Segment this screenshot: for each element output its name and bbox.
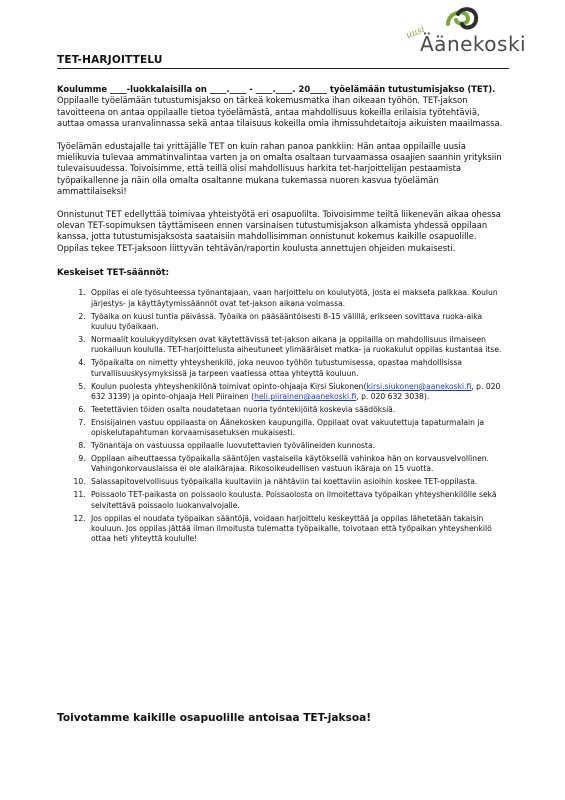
- intro-paragraph: [57, 84, 509, 130]
- rule5-text-before: Koulun puolesta yhteyshenkilönä toimivat opinto-ohjaaja Kirsi Siukonen(: [91, 381, 367, 391]
- email-link-heli[interactable]: heli.piirainen@aanekoski.fi: [254, 391, 357, 401]
- rules-list: [57, 288, 509, 544]
- rules-heading: Keskeiset TET-säännöt:: [57, 268, 170, 279]
- header-divider: [57, 68, 509, 69]
- rule-item: 2. Työaika on kuusi tuntia päivässä. Työaika on pääsääntöisesti 8-15 välillä, erikseen sovittava ruoka-aika kuuluu työaikaan.: [88, 312, 509, 333]
- intro-bold-text: Koulumme ____-luokkalaisilla on ____.____ - ____.____. 20____ työelämään tutustumisjakso (TET).: [57, 84, 496, 94]
- rule-item: 4. Työpaikalta on nimetty yhteyshenkilö, joka neuvoo työhön tutustumisessa, opastaa mahdollisissa turvallisuuskysymyksissä ja tarpeen vaatiessa ottaa yhteyttä kouluun.: [88, 358, 509, 379]
- email-link-kirsi[interactable]: kirsi.siukonen@aanekoski.fi: [366, 381, 472, 391]
- rule-item: 10. Salassapitovelvollisuus työpaikalla kuultaviin ja nähtäviin tai koettaviin asioihin koskee TET-oppilasta.: [88, 477, 509, 487]
- intro-text: Oppilaalle työelämään tutustumisjakso on tärkeä kokemusmatka ihan oikeaan työhön. TET-jakson tavoitteena on antaa oppilaalle tietoa työelämästä, antaa mahdollisuus kokeilla erilaisia työtehtäviä, auttaa omassa uranvalinnassa sekä antaa tilaisuus kokeilla omia ihmissuhdetaitoja aikuisten maailmassa.: [57, 95, 503, 129]
- page-title: TET-HARJOITTELU: [57, 54, 163, 66]
- document-body: [57, 84, 509, 547]
- logo-swirl-icon: [444, 6, 480, 32]
- rule5-text-after: , p. 020 632 3038).: [356, 391, 430, 401]
- rule-item: 6. Teetettävien töiden osalta noudatetaan nuoria työntekijöitä koskevia säädöksiä.: [88, 405, 509, 415]
- rule5-text-middle: , p. 020 632 3139) ja opinto-ohjaaja Heli Piirainen (: [91, 381, 501, 401]
- logo-wordmark: Äänekoski: [420, 32, 527, 56]
- rule-item: 11. Poissaolo TET-paikasta on poissaolo koulusta. Poissaolosta on ilmoitettava työpaikan yhteyshenkilölle sekä selvitettävä poissaolo luokanvalvojalle.: [88, 490, 509, 511]
- paragraph-cooperation: Onnistunut TET edellyttää toimivaa yhteistyötä eri osapuolilta. Toivoisimme teiltä liikenevän aikaa ohessa olevan TET-sopimuksen täyttämiseen ennen varsinaisen tutustumisjakson alkamista yhdessä oppilaan kanssa, jotta tutustumisjaksosta saataisiin mahdollisimman onnistunut kokemus kaikille osapuolille. Oppilas tekee TET-jaksoon liittyvän tehtävän/raportin koulusta annettujen ohjeiden mukaisesti.: [57, 208, 501, 253]
- rule-item: 3. Normaalit koulukyydityksen ovat käytettävissä tet-jakson aikana ja oppilailla on mahdollisuus ilmaiseen ruokailuun koululla. TET-harjoittelusta aiheutuneet ylimääräiset matka- ja ruokakulut oppilas kustantaa itse.: [88, 335, 509, 356]
- rule-item: 12. Jos oppilas ei noudata työpaikan sääntöjä, voidaan harjoittelu keskeyttää ja oppilas lähetetään takaisin kouluun. Jos oppilas jättää ilman ilmoitusta tulematta työpaikalle, toivotaan että työpaikan yhteyshenkilö ottaa heti yhteyttä koululle!: [88, 514, 509, 545]
- rule-item: 8. Työnantaja on vastuussa oppilaalle luovutettavien työvälineiden kunnosta.: [88, 441, 509, 451]
- aanekoski-logo: [404, 6, 527, 56]
- paragraph-employer: Työelämän edustajalle tai yrittäjälle TET on kuin rahan panoa pankkiin: Hän antaa oppilaille uusia mielikuvia tulevaa ammatinvalintaa varten ja on omalta osaltaan turvaamassa osaajien saannin yrityksiin tulevaisuudessa. Toivoisimme, että teillä olisi mahdollisuus harkita tet-harjoittelijan pestaamista työpaikallenne ja näin olla omalta osaltanne mukana tukemassa nuoren kasvua työelämän ammattilaiseksi!: [57, 140, 502, 197]
- rule-item: 9. Oppilaan aiheuttaessa työpaikalla sääntöjen vastaisella käytöksellä vahinkoa hän on korvausvelvollinen. Vahingonkorvauslaissa ei ole alaikärajaa. Rikosoikeudellisen vastuun ikäraja on 15 vuotta.: [88, 454, 509, 475]
- rule-item: 1. Oppilas ei ole työsuhteessa työnantajaan, vaan harjoittelu on koulutyötä, josta ei makseta palkkaa. Koulun järjestys- ja käyttäytymissäännöt ovat tet-jakson aikana voimassa.: [88, 288, 509, 309]
- closing-statement: Toivotamme kaikille osapuolille antoisaa TET-jaksoa!: [57, 712, 372, 724]
- rule-item: 7. Ensisijainen vastuu oppilaasta on Äänekosken kaupungilla. Oppilaat ovat vakuutettuja tapaturmalain ja opiskelutapahtuman korvaamisasetuksen mukaisesti.: [88, 418, 509, 439]
- logo-script-text: uusi: [404, 24, 427, 42]
- rule-item-contacts: [88, 382, 509, 403]
